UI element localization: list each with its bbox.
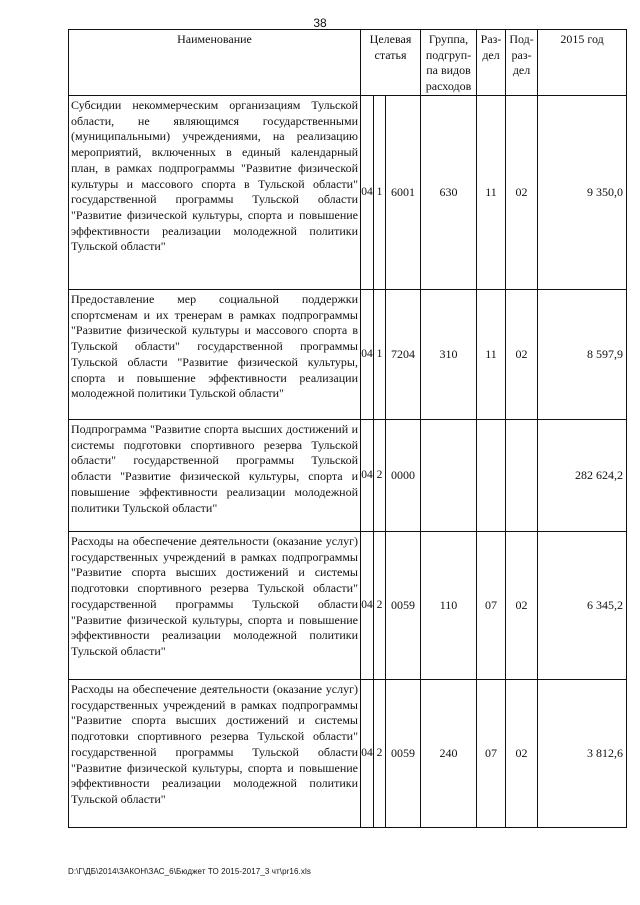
row-amount: 282 624,2: [538, 420, 627, 532]
row-name: Предоставление мер социальной поддержки спортсменам и их тренерам в рамках подпрограммы "Развитие физической культуры и массового спорта в Тульской области" государственной программы Тульской области "Развитие физической культуры, спорта и повышение эффективности реализации молодежной политики Тульской области": [69, 290, 361, 420]
row-subsection: 02: [506, 680, 538, 828]
footer-file-path: D:\Г\ДБ\2014\ЗАКОН\ЗАС_6\Бюджет ТО 2015-2017_3 чт\pr16.xls: [68, 867, 311, 876]
row-group: 240: [421, 680, 477, 828]
row-code-1: 04: [361, 96, 374, 290]
header-section: Раз-дел: [477, 30, 506, 96]
row-amount: 6 345,2: [538, 532, 627, 680]
row-code-1: 04: [361, 420, 374, 532]
row-amount: 9 350,0: [538, 96, 627, 290]
row-group: 310: [421, 290, 477, 420]
row-group: 630: [421, 96, 477, 290]
row-section: 11: [477, 96, 506, 290]
header-year: 2015 год: [538, 30, 627, 96]
row-code-2: 1: [374, 96, 386, 290]
page-number: 38: [313, 16, 327, 30]
row-section: 11: [477, 290, 506, 420]
row-section: 07: [477, 680, 506, 828]
row-code-1: 04: [361, 532, 374, 680]
table-row: [69, 420, 627, 532]
row-code-3: 7204: [386, 290, 421, 420]
row-code-3: 0059: [386, 680, 421, 828]
row-section: 07: [477, 532, 506, 680]
row-group: [421, 420, 477, 532]
row-amount: 3 812,6: [538, 680, 627, 828]
row-code-3: 0000: [386, 420, 421, 532]
row-group: 110: [421, 532, 477, 680]
row-code-1: 04: [361, 290, 374, 420]
row-subsection: 02: [506, 532, 538, 680]
row-section: [477, 420, 506, 532]
header-name: Наименование: [69, 30, 361, 96]
row-subsection: 02: [506, 96, 538, 290]
header-subsection: Под-раз-дел: [506, 30, 538, 96]
table-row: [69, 532, 627, 680]
row-name: Подпрограмма "Развитие спорта высших достижений и системы подготовки спортивного резерва Тульской области" государственной программы Тульской области "Развитие физической культуры, спорта и повышение эффективности реализации молодежной политики Тульской области": [69, 420, 361, 532]
row-code-2: 2: [374, 532, 386, 680]
row-code-3: 0059: [386, 532, 421, 680]
row-code-2: 2: [374, 680, 386, 828]
row-name: Расходы на обеспечение деятельности (оказание услуг) государственных учреждений в рамках подпрограммы "Развитие спорта высших достижений и системы подготовки спортивного резерва Тульской области" государственной программы Тульской области "Развитие физической культуры, спорта и повышение эффективности реализации молодежной политики Тульской области": [69, 532, 361, 680]
budget-table: [68, 29, 627, 828]
row-name: Субсидии некоммерческим организациям Тульской области, не являющимся государственными (муниципальными) учреждениями, на реализацию мероприятий, включенных в единый календарный план, в рамках подпрограммы "Развитие физической культуры и массового спорта в Тульской области" государственной программы Тульской области "Развитие физической культуры, спорта и повышение эффективности реализации молодежной политики Тульской области": [69, 96, 361, 290]
header-expense-group: Группа, подгруп-па видов расходов: [421, 30, 477, 96]
row-code-2: 2: [374, 420, 386, 532]
row-code-3: 6001: [386, 96, 421, 290]
table-row: [69, 680, 627, 828]
table-header-row: [69, 30, 627, 96]
table-row: [69, 290, 627, 420]
row-subsection: 02: [506, 290, 538, 420]
header-target-article: Целевая статья: [361, 30, 421, 96]
table-row: [69, 96, 627, 290]
row-code-2: 1: [374, 290, 386, 420]
row-code-1: 04: [361, 680, 374, 828]
row-amount: 8 597,9: [538, 290, 627, 420]
row-subsection: [506, 420, 538, 532]
row-name: Расходы на обеспечение деятельности (оказание услуг) государственных учреждений в рамках подпрограммы "Развитие спорта высших достижений и системы подготовки спортивного резерва Тульской области" государственной программы Тульской области "Развитие физической культуры, спорта и повышение эффективности реализации молодежной политики Тульской области": [69, 680, 361, 828]
